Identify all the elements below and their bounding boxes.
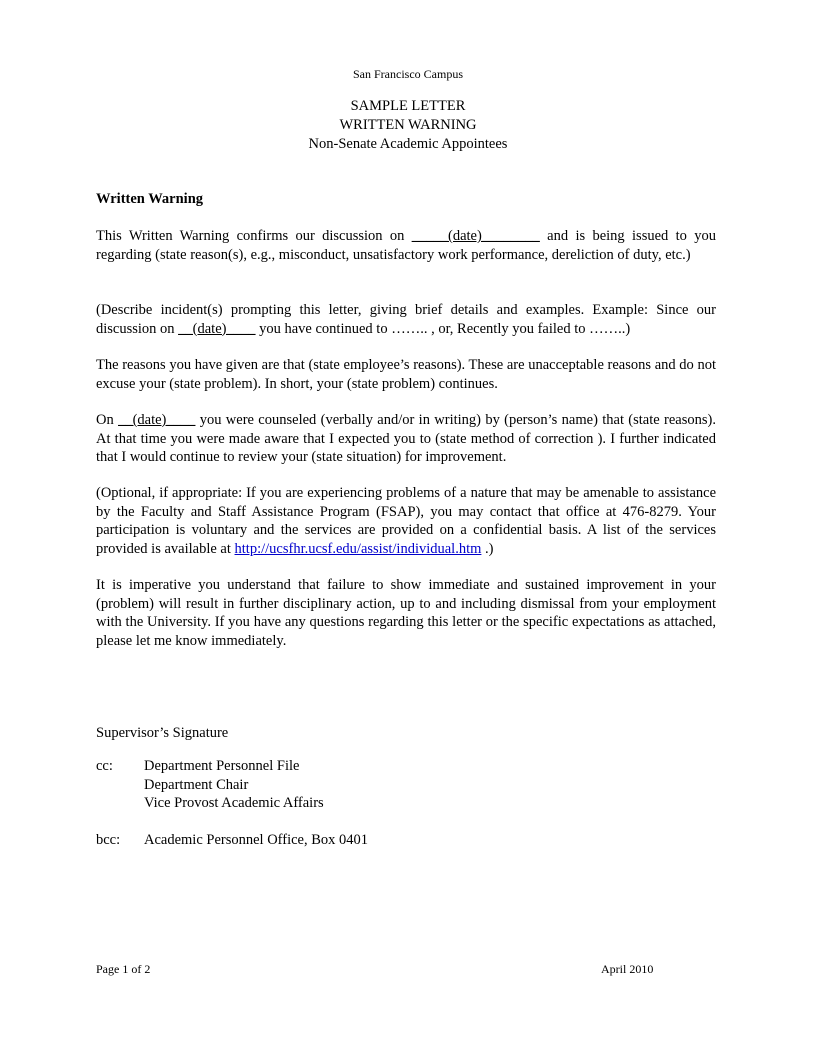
- paragraph-intro: [96, 227, 716, 264]
- paragraph-counseled: [96, 411, 716, 467]
- supervisor-signature: Supervisor’s Signature: [96, 725, 229, 741]
- cc-item: Department Personnel File: [144, 758, 300, 774]
- p2-text-b: you have continued to …….. , or, Recently you failed to ……..): [255, 320, 631, 337]
- p4-text-b: you were counseled (verbally and/or in writing) by (person’s name) that (state reasons). At that time you were made aware that I expected you to (state method of correction ). I further indicated that I would continue to review your (state situation) for improvement.: [96, 412, 716, 466]
- cc-label: cc:: [96, 758, 113, 774]
- paragraph-incident: [96, 301, 716, 338]
- p4-text-a: On: [96, 412, 119, 428]
- p1-date-field: _____(date)________: [411, 228, 540, 244]
- p2-text-a: (Describe incident(s) prompting this letter, giving brief details and examples. Example: Since our discussion on: [96, 302, 716, 337]
- campus-line: San Francisco Campus: [353, 67, 463, 81]
- p4-date-field: __(date)____: [118, 412, 196, 428]
- paragraph-imperative: [96, 576, 716, 650]
- p5-text-b: .): [481, 540, 494, 557]
- p3-text: The reasons you have given are that (state employee’s reasons). These are unacceptable reasons and do not excuse your (state problem). In short, your (state problem) continues.: [96, 357, 716, 392]
- footer-page-number: Page 1 of 2: [96, 962, 151, 976]
- paragraph-fsap: [96, 484, 716, 558]
- p6-text: It is imperative you understand that failure to show immediate and sustained improvement in your (problem) will result in further disciplinary action, up to and including dismissal from your employment with the University. If you have any questions regarding this letter or the specific expectations as attached, please let me know immediately.: [96, 577, 716, 649]
- p1-text-b: and is being issued to you regarding (state reason(s), e.g., misconduct, unsatisfactory work performance, dereliction of duty, etc.): [96, 228, 716, 263]
- p5-text-a: (Optional, if appropriate: If you are experiencing problems of a nature that may be amenable to assistance by the Faculty and Staff Assistance Program (FSAP), you may contact that office at 476-8279. Your participation is voluntary and the services are provided on a confidential basis. A list of the services provided is available at: [96, 485, 716, 557]
- p2-date-field: __(date)____: [178, 320, 256, 337]
- title-appointees: Non-Senate Academic Appointees: [308, 136, 508, 152]
- paragraph-reasons: [96, 356, 716, 393]
- bcc-value: Academic Personnel Office, Box 0401: [144, 832, 369, 848]
- p1-text-a: This Written Warning confirms our discussion on: [96, 228, 412, 244]
- title-sample-letter: SAMPLE LETTER: [350, 98, 466, 114]
- cc-item: Vice Provost Academic Affairs: [144, 795, 324, 812]
- cc-item: Department Chair: [144, 776, 249, 793]
- bcc-label: bcc:: [96, 832, 121, 848]
- fsap-link[interactable]: http://ucsfhr.ucsf.edu/assist/individual.htm: [234, 540, 482, 557]
- letter-heading: Written Warning: [96, 191, 204, 207]
- footer-date: April 2010: [601, 962, 654, 976]
- cc-list: [144, 757, 324, 813]
- title-written-warning: WRITTEN WARNING: [339, 117, 477, 133]
